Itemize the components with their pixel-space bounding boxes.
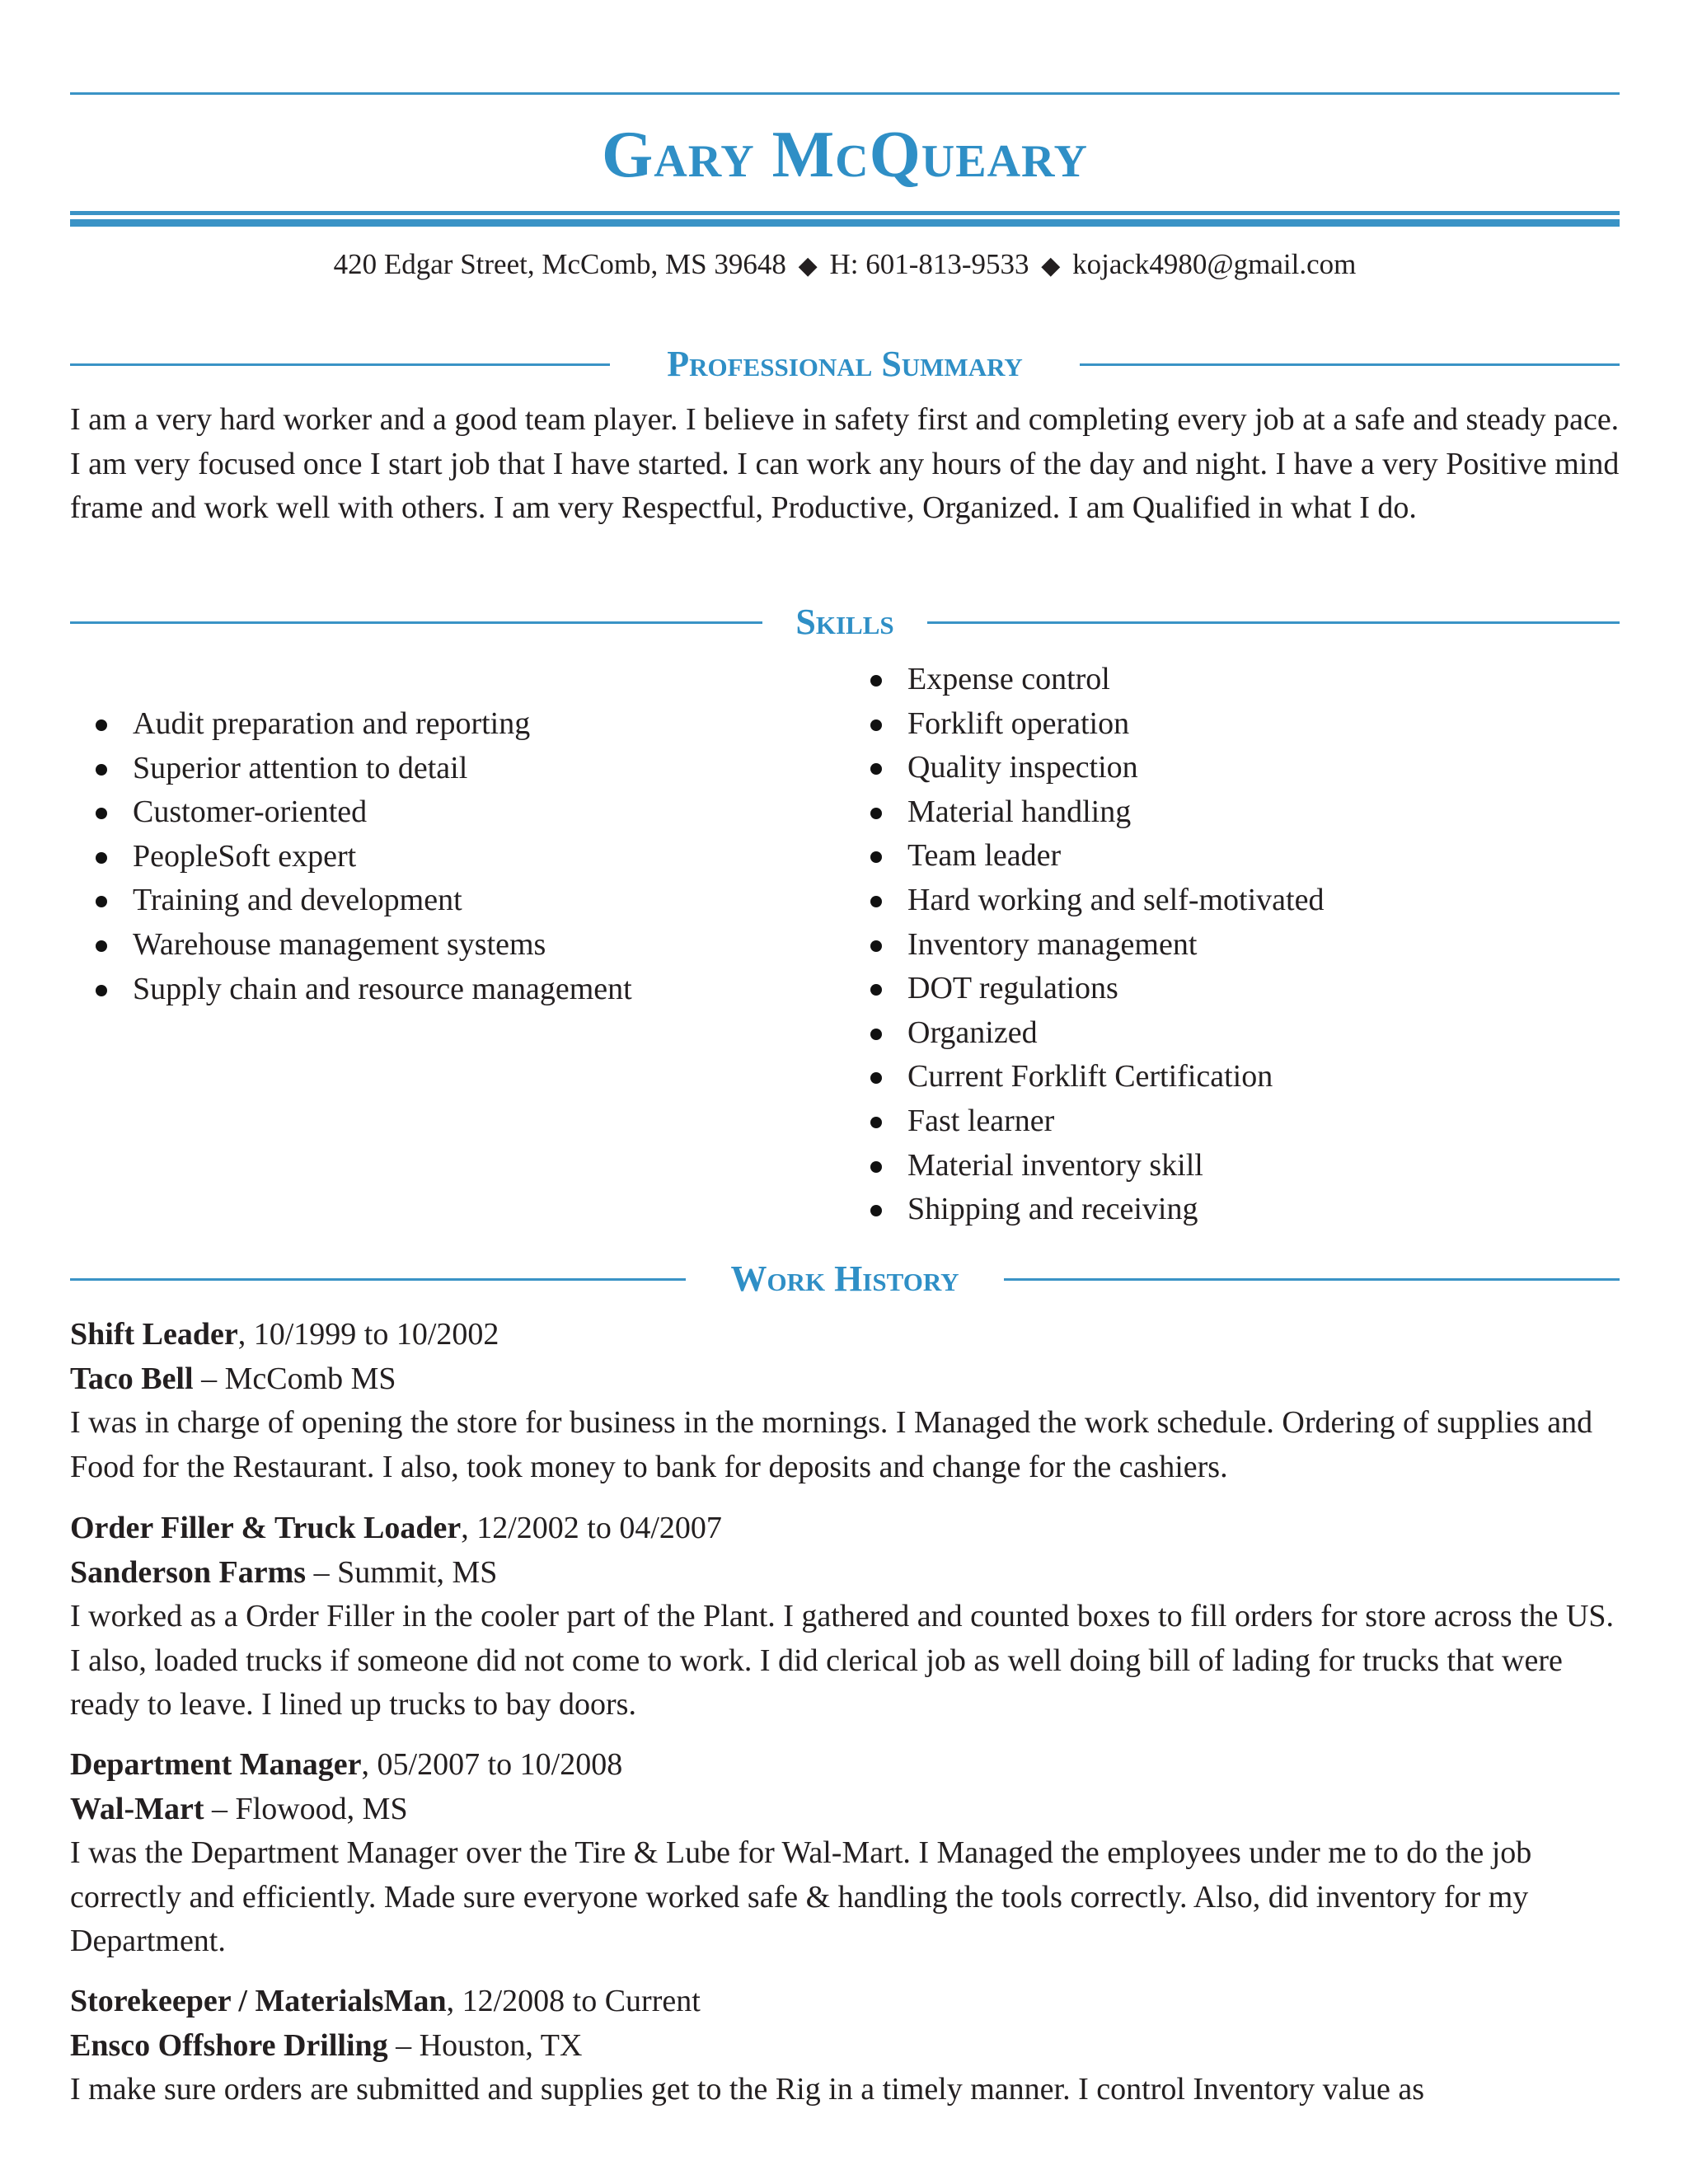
section-rule-right (1080, 363, 1620, 366)
contact-address: 420 Edgar Street, McComb, MS 39648 (333, 248, 786, 280)
header-top-rule (70, 92, 1620, 95)
job-title: Order Filler & Truck Loader (70, 1511, 462, 1545)
list-item: Forklift operation (845, 702, 1324, 747)
list-item: PeopleSoft expert (70, 835, 632, 879)
contact-phone: H: 601-813-9533 (829, 248, 1029, 280)
job-title: Storekeeper / MaterialsMan (70, 1984, 447, 2018)
list-item: Team leader (845, 834, 1324, 879)
list-item: Organized (845, 1011, 1324, 1056)
contact-line (70, 244, 1620, 287)
job-company: Sanderson Farms (70, 1554, 307, 1590)
list-item: Shipping and receiving (845, 1188, 1324, 1232)
list-item: Supply chain and resource management (70, 968, 632, 1012)
job-location: – Houston, TX (387, 2027, 583, 2063)
job-company: Ensco Offshore Drilling (70, 2027, 388, 2063)
job-title-line (70, 1313, 1620, 1357)
job-title-line (70, 1507, 1620, 1551)
job-title: Department Manager (70, 1747, 362, 1782)
job-company-line (70, 1357, 1620, 1402)
job-company-line (70, 1551, 1620, 1596)
job-entry (70, 1980, 1620, 2112)
job-dates: , 12/2002 to 04/2007 (461, 1511, 722, 1545)
summary-text: I am a very hard worker and a good team player. I believe in safety first and completing every job at a safe and steady pace. I am very focused once I start job that I have started. I can work any hours of the day and night. I have a very Positive mind frame and work well with others. I am very Respectful, Productive, Organized. I am Qualified in what I do. (70, 402, 1620, 525)
job-company-line (70, 1788, 1620, 1832)
list-item: Training and development (70, 879, 632, 923)
list-item: Customer-oriented (70, 790, 632, 835)
skills-section-header (70, 598, 1620, 647)
list-item: DOT regulations (845, 967, 1324, 1011)
summary-section-header (70, 340, 1620, 389)
job-location: – McComb MS (193, 1361, 396, 1396)
job-entry (70, 1743, 1620, 1964)
list-item: Current Forklift Certification (845, 1055, 1324, 1099)
job-description: I was the Department Manager over the Tire & Lube for Wal-Mart. I Managed the employees under me to do the job correctly and efficiently. Made sure everyone worked safe & handling the tools correctly. Also, did inventory for my Department. (70, 1835, 1532, 1958)
diamond-icon: ◆ (798, 252, 818, 279)
skills-list-left (70, 702, 632, 1011)
job-entry (70, 1313, 1620, 1489)
contact-email: kojack4980@gmail.com (1072, 248, 1357, 280)
list-item: Hard working and self-motivated (845, 879, 1324, 923)
header-double-rule-bottom (70, 219, 1620, 227)
job-dates: , 05/2007 to 10/2008 (361, 1747, 623, 1782)
list-item: Material inventory skill (845, 1144, 1324, 1188)
section-rule-right (1004, 1278, 1620, 1281)
section-rule-right (927, 621, 1620, 624)
list-item: Expense control (845, 658, 1324, 702)
job-description: I make sure orders are submitted and supplies get to the Rig in a timely manner. I control Inventory value as (70, 2072, 1425, 2107)
job-company-line (70, 2024, 1620, 2069)
job-entry (70, 1507, 1620, 1727)
skills-heading: Skills (795, 602, 894, 642)
job-title-line (70, 1743, 1620, 1788)
list-item: Superior attention to detail (70, 747, 632, 791)
list-item: Audit preparation and reporting (70, 702, 632, 747)
list-item: Warehouse management systems (70, 923, 632, 968)
job-dates: , 12/2008 to Current (446, 1984, 701, 2018)
summary-heading: Professional Summary (667, 344, 1023, 384)
job-company: Wal-Mart (70, 1791, 204, 1826)
diamond-icon: ◆ (1041, 252, 1061, 279)
candidate-name: Gary McQueary (602, 119, 1088, 191)
list-item: Material handling (845, 790, 1324, 835)
job-dates: , 10/1999 to 10/2002 (237, 1317, 499, 1352)
job-company: Taco Bell (70, 1361, 194, 1396)
header-double-rule-top (70, 211, 1620, 215)
list-item: Fast learner (845, 1099, 1324, 1144)
list-item: Quality inspection (845, 746, 1324, 790)
list-item: Inventory management (845, 923, 1324, 968)
job-location: – Summit, MS (306, 1554, 498, 1590)
work-heading: Work History (730, 1258, 959, 1299)
job-location: – Flowood, MS (204, 1791, 408, 1826)
work-section-header (70, 1254, 1620, 1304)
job-description: I worked as a Order Filler in the cooler part of the Plant. I gathered and counted boxes to fill orders for store across the US. I also, loaded trucks if someone did not come to work. I did clerical job as well doing bill of lading for trucks that were ready to leave. I lined up trucks to bay doors. (70, 1599, 1615, 1722)
job-title: Shift Leader (70, 1317, 238, 1352)
job-description: I was in charge of opening the store for business in the mornings. I Managed the work schedule. Ordering of supplies and Food for the Restaurant. I also, took money to bank for deposits and change for the cashiers. (70, 1405, 1593, 1484)
skills-list-right (845, 658, 1324, 1232)
job-title-line (70, 1980, 1620, 2024)
